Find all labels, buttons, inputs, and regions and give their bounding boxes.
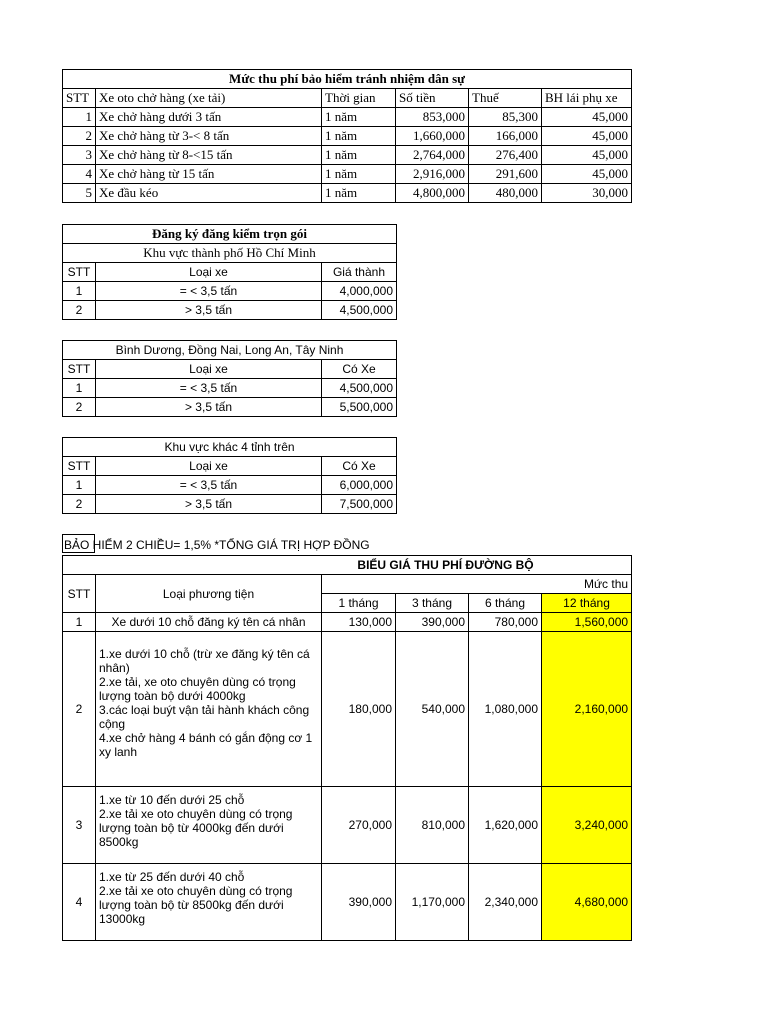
vehicle-cell: Xe chở hàng từ 3-< 8 tấn	[96, 127, 322, 146]
price-cell: 4,500,000	[322, 379, 397, 398]
fee-cell: 390,000	[396, 613, 469, 632]
vehicle-cell: Xe đầu kéo	[96, 184, 322, 203]
driver-insurance-cell: 45,000	[542, 165, 632, 184]
price-cell: 5,500,000	[322, 398, 397, 417]
table-row	[63, 398, 397, 417]
price-cell: 7,500,000	[322, 495, 397, 514]
region-title: Khu vực khác 4 tỉnh trên	[63, 438, 397, 457]
header-cell: STT	[63, 89, 96, 108]
table-row	[63, 165, 632, 184]
price-cell: 6,000,000	[322, 476, 397, 495]
table-row	[63, 864, 632, 941]
registration-title: Đăng ký đăng kiểm trọn gói	[63, 225, 397, 244]
period-header: 3 tháng	[396, 594, 469, 613]
table-row	[63, 476, 397, 495]
region-title: Bình Dương, Đồng Nai, Long An, Tây Ninh	[63, 341, 397, 360]
period-cell: 1 năm	[322, 184, 396, 203]
rate-header: Mức thu	[322, 575, 632, 594]
vehicle-type-line: 4.xe chở hàng 4 bánh có gắn động cơ 1 xy lanh	[99, 731, 313, 759]
tax-cell: 480,000	[469, 184, 542, 203]
fee-cell: 1,170,000	[396, 864, 469, 941]
amount-cell: 2,764,000	[396, 146, 469, 165]
fee-cell: 3,240,000	[542, 787, 632, 864]
header-cell: Loại xe	[96, 263, 322, 282]
tax-cell: 291,600	[469, 165, 542, 184]
header-cell: BH lái phụ xe	[542, 89, 632, 108]
fee-cell: 180,000	[322, 632, 396, 787]
fee-cell: 4,680,000	[542, 864, 632, 941]
fee-cell: 270,000	[322, 787, 396, 864]
stt-cell: 1	[63, 613, 96, 632]
tax-cell: 85,300	[469, 108, 542, 127]
stt-cell: 3	[63, 146, 96, 165]
table-row	[63, 282, 397, 301]
vehicle-type-line: 2.xe tải, xe oto chuyên dùng có trọng lượng toàn bộ dưới 4000kg	[99, 675, 296, 703]
stt-cell: 1	[63, 476, 96, 495]
vehicle-cell: > 3,5 tấn	[96, 301, 322, 320]
vehicle-cell: > 3,5 tấn	[96, 495, 322, 514]
amount-cell: 1,660,000	[396, 127, 469, 146]
period-cell: 1 năm	[322, 108, 396, 127]
vehicle-cell: = < 3,5 tấn	[96, 282, 322, 301]
table-row	[63, 146, 632, 165]
stt-cell: 2	[63, 495, 96, 514]
vehicle-type-cell: Xe dưới 10 chỗ đăng ký tên cá nhân	[96, 613, 322, 632]
fee-cell: 130,000	[322, 613, 396, 632]
fee-cell: 390,000	[322, 864, 396, 941]
period-header: 6 tháng	[469, 594, 542, 613]
vehicle-type-cell	[96, 787, 322, 864]
header-cell: Thuế	[469, 89, 542, 108]
table-row	[63, 379, 397, 398]
header-cell: Giá thành	[322, 263, 397, 282]
driver-insurance-cell: 45,000	[542, 146, 632, 165]
amount-cell: 2,916,000	[396, 165, 469, 184]
road-fee-table	[62, 555, 632, 941]
header-cell: STT	[63, 360, 96, 379]
road-fee-title: BIỂU GIÁ THU PHÍ ĐƯỜNG BỘ	[63, 556, 632, 575]
vehicle-type-cell	[96, 632, 322, 787]
driver-insurance-cell: 45,000	[542, 127, 632, 146]
amount-cell: 853,000	[396, 108, 469, 127]
vehicle-cell: = < 3,5 tấn	[96, 476, 322, 495]
amount-cell: 4,800,000	[396, 184, 469, 203]
driver-insurance-cell: 45,000	[542, 108, 632, 127]
stt-cell: 1	[63, 282, 96, 301]
driver-insurance-cell: 30,000	[542, 184, 632, 203]
vehicle-type-line: 1.xe từ 25 đến dưới 40 chỗ	[99, 870, 245, 884]
insurance-table-title: Mức thu phí bảo hiểm tránh nhiệm dân sự	[63, 70, 632, 89]
stt-cell: 5	[63, 184, 96, 203]
header-cell: STT	[63, 457, 96, 476]
fee-cell: 780,000	[469, 613, 542, 632]
stt-cell: 4	[63, 165, 96, 184]
vehicle-type-cell	[96, 864, 322, 941]
vehicle-type-line: 1.xe dưới 10 chỗ (trừ xe đăng ký tên cá nhân)	[99, 647, 310, 675]
vehicle-cell: Xe chở hàng dưới 3 tấn	[96, 108, 322, 127]
vehicle-type-line: 1.xe từ 10 đến dưới 25 chỗ	[99, 793, 245, 807]
registration-binhduong-table	[62, 340, 397, 417]
price-cell: 4,000,000	[322, 282, 397, 301]
header-cell: STT	[63, 575, 96, 613]
header-cell: Loại xe	[96, 457, 322, 476]
vehicle-cell: = < 3,5 tấn	[96, 379, 322, 398]
period-header: 12 tháng	[542, 594, 632, 613]
header-cell: STT	[63, 263, 96, 282]
vehicle-type-line: 2.xe tải xe oto chuyên dùng có trọng lượng toàn bộ từ 8500kg đến dưới 13000kg	[99, 884, 293, 926]
tax-cell: 166,000	[469, 127, 542, 146]
fee-cell: 1,560,000	[542, 613, 632, 632]
region-title: Khu vực thành phố Hồ Chí Minh	[63, 244, 397, 263]
header-cell: Thời gian	[322, 89, 396, 108]
period-cell: 1 năm	[322, 127, 396, 146]
price-cell: 4,500,000	[322, 301, 397, 320]
vehicle-cell: Xe chở hàng từ 15 tấn	[96, 165, 322, 184]
vehicle-cell: Xe chở hàng từ 8-<15 tấn	[96, 146, 322, 165]
stt-cell: 2	[63, 398, 96, 417]
vehicle-cell: > 3,5 tấn	[96, 398, 322, 417]
period-cell: 1 năm	[322, 146, 396, 165]
registration-other-table	[62, 437, 397, 514]
header-cell: Có Xe	[322, 360, 397, 379]
stt-cell: 2	[63, 301, 96, 320]
period-header: 1 tháng	[322, 594, 396, 613]
table-row	[63, 495, 397, 514]
table-row	[63, 184, 632, 203]
insurance-note: BẢO HIỂM 2 CHIỀU= 1,5% *TỔNG GIÁ TRỊ HỢP ĐỒNG	[64, 538, 370, 552]
table-row	[63, 108, 632, 127]
header-cell: Có Xe	[322, 457, 397, 476]
stt-cell: 3	[63, 787, 96, 864]
registration-hcm-table	[62, 224, 397, 320]
table-row	[63, 787, 632, 864]
stt-cell: 1	[63, 108, 96, 127]
insurance-table	[62, 69, 632, 203]
table-row	[63, 301, 397, 320]
fee-cell: 2,160,000	[542, 632, 632, 787]
header-cell: Loại phương tiện	[96, 575, 322, 613]
fee-cell: 1,620,000	[469, 787, 542, 864]
stt-cell: 1	[63, 379, 96, 398]
header-cell: Xe oto chở hàng (xe tải)	[96, 89, 322, 108]
vehicle-type-line: 2.xe tải xe oto chuyên dùng có trọng lượng toàn bộ từ 4000kg đến dưới 8500kg	[99, 807, 293, 849]
header-cell: Loại xe	[96, 360, 322, 379]
stt-cell: 2	[63, 127, 96, 146]
fee-cell: 2,340,000	[469, 864, 542, 941]
header-cell: Số tiền	[396, 89, 469, 108]
fee-cell: 540,000	[396, 632, 469, 787]
table-row	[63, 613, 632, 632]
table-row	[63, 127, 632, 146]
tax-cell: 276,400	[469, 146, 542, 165]
fee-cell: 810,000	[396, 787, 469, 864]
fee-cell: 1,080,000	[469, 632, 542, 787]
stt-cell: 4	[63, 864, 96, 941]
table-row	[63, 632, 632, 787]
period-cell: 1 năm	[322, 165, 396, 184]
vehicle-type-line: 3.các loại buýt vận tải hành khách công cộng	[99, 703, 310, 731]
stt-cell: 2	[63, 632, 96, 787]
